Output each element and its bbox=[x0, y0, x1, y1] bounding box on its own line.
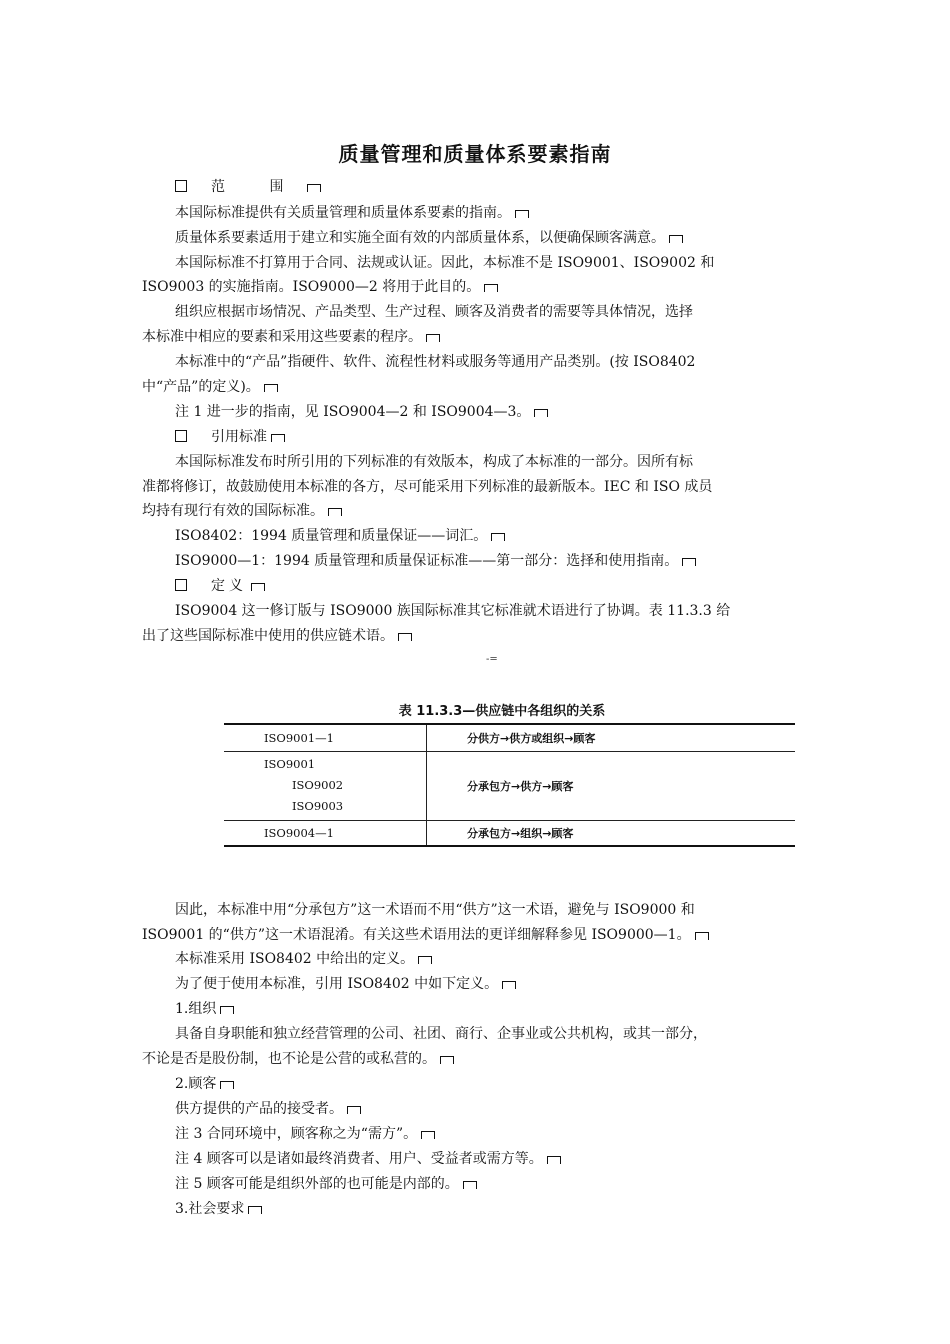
table-row bbox=[224, 751, 795, 820]
document-title: 质量管理和质量体系要素指南 bbox=[338, 142, 612, 166]
paragraph-line: 均持有现行有效的国际标准。 bbox=[142, 499, 822, 523]
table-cell-standard: ISO9001 ISO9002 ISO9003 bbox=[224, 751, 427, 820]
section-heading-references: 引用标准 bbox=[175, 425, 822, 449]
paragraph-line: 本国际标准发布时所引用的下列标准的有效版本，构成了本标准的一部分。因所有标 bbox=[175, 454, 693, 470]
return-mark-icon bbox=[682, 558, 696, 566]
return-mark-icon bbox=[491, 533, 505, 541]
paragraph-line: 本国际标准提供有关质量管理和质量体系要素的指南。 bbox=[175, 201, 822, 225]
checkbox-icon bbox=[175, 180, 187, 192]
table-caption: 表 11.3.3—供应链中各组织的关系 bbox=[398, 704, 606, 719]
stray-mark: -= bbox=[486, 654, 498, 665]
return-mark-icon bbox=[398, 633, 412, 641]
definition-heading: 1.组织 bbox=[175, 997, 822, 1021]
reference-item: ISO8402：1994 质量管理和质量保证——词汇。 bbox=[175, 524, 822, 548]
paragraph-line: 准都将修订，故鼓励使用本标准的各方，尽可能采用下列标准的最新版本。IEC 和 ISO 成员 bbox=[142, 479, 713, 495]
paragraph-line: 供方提供的产品的接受者。 bbox=[175, 1097, 822, 1121]
table-row bbox=[224, 724, 795, 751]
return-mark-icon bbox=[426, 334, 440, 342]
table-cell-standard: ISO9001—1 bbox=[224, 724, 427, 751]
paragraph-line: ISO9001 的“供方”这一术语混淆。有关这些术语用法的更详细解释参见 ISO9000—1。 bbox=[142, 923, 822, 947]
paragraph-line: 质量体系要素适用于建立和实施全面有效的内部质量体系，以便确保顾客满意。 bbox=[175, 226, 822, 250]
return-mark-icon bbox=[418, 956, 432, 964]
paragraph-line: 具备自身职能和独立经营管理的公司、社团、商行、企事业或公共机构，或其一部分， bbox=[175, 1026, 707, 1042]
paragraph-line: 本标准采用 ISO8402 中给出的定义。 bbox=[175, 947, 822, 971]
return-mark-icon bbox=[328, 508, 342, 516]
return-mark-icon bbox=[347, 1106, 361, 1114]
return-mark-icon bbox=[440, 1056, 454, 1064]
note-line: 注 1 进一步的指南，见 ISO9004—2 和 ISO9004—3。 bbox=[175, 400, 822, 424]
note-line: 注 4 顾客可以是诸如最终消费者、用户、受益者或需方等。 bbox=[175, 1147, 822, 1171]
paragraph-line: 出了这些国际标准中使用的供应链术语。 bbox=[142, 624, 822, 648]
return-mark-icon bbox=[484, 284, 498, 292]
definition-heading: 2.顾客 bbox=[175, 1072, 822, 1096]
return-mark-icon bbox=[421, 1131, 435, 1139]
supply-chain-table bbox=[224, 723, 795, 847]
return-mark-icon bbox=[515, 210, 529, 218]
paragraph-line: 本国际标准不打算用于合同、法规或认证。因此，本标准不是 ISO9001、ISO9002 和 bbox=[175, 255, 715, 271]
table-cell-chain: 分承包方→组织→顾客 bbox=[427, 820, 796, 846]
paragraph-line: 本标准中的“产品”指硬件、软件、流程性材料或服务等通用产品类别。(按 ISO8402 bbox=[175, 354, 696, 370]
return-mark-icon bbox=[463, 1181, 477, 1189]
return-mark-icon bbox=[264, 384, 278, 392]
paragraph-line: 因此，本标准中用“分承包方”这一术语而不用“供方”这一术语，避免与 ISO9000 和 bbox=[175, 902, 695, 918]
paragraph-line: 中“产品”的定义)。 bbox=[142, 375, 822, 399]
definition-heading: 3.社会要求 bbox=[175, 1197, 822, 1221]
return-mark-icon bbox=[251, 583, 265, 591]
return-mark-icon bbox=[220, 1006, 234, 1014]
paragraph-line: 本标准中相应的要素和采用这些要素的程序。 bbox=[142, 325, 822, 349]
paragraph-line: ISO9004 这一修订版与 ISO9000 族国际标准其它标准就术语进行了协调。表 11.3.3 给 bbox=[175, 603, 731, 619]
return-mark-icon bbox=[547, 1156, 561, 1164]
reference-item: ISO9000—1：1994 质量管理和质量保证标准——第一部分：选择和使用指南。 bbox=[175, 549, 822, 573]
checkbox-icon bbox=[175, 430, 187, 442]
return-mark-icon bbox=[248, 1206, 262, 1214]
return-mark-icon bbox=[502, 981, 516, 989]
return-mark-icon bbox=[271, 434, 285, 442]
table-cell-chain: 分承包方→供方→顾客 bbox=[427, 751, 796, 820]
return-mark-icon bbox=[695, 932, 709, 940]
section-heading-scope: 范 围 bbox=[175, 175, 822, 199]
table-cell-standard: ISO9004—1 bbox=[224, 820, 427, 846]
return-mark-icon bbox=[307, 184, 321, 192]
return-mark-icon bbox=[669, 235, 683, 243]
checkbox-icon bbox=[175, 579, 187, 591]
paragraph-line: 为了便于使用本标准，引用 ISO8402 中如下定义。 bbox=[175, 972, 822, 996]
return-mark-icon bbox=[534, 409, 548, 417]
section-heading-definitions: 定义 bbox=[175, 574, 822, 598]
paragraph-line: ISO9003 的实施指南。ISO9000—2 将用于此目的。 bbox=[142, 275, 822, 299]
note-line: 注 5 顾客可能是组织外部的也可能是内部的。 bbox=[175, 1172, 822, 1196]
return-mark-icon bbox=[220, 1081, 234, 1089]
paragraph-line: 不论是否是股份制，也不论是公营的或私营的。 bbox=[142, 1047, 822, 1071]
note-line: 注 3 合同环境中，顾客称之为“需方”。 bbox=[175, 1122, 822, 1146]
paragraph-line: 组织应根据市场情况、产品类型、生产过程、顾客及消费者的需要等具体情况，选择 bbox=[175, 304, 693, 320]
table-cell-chain: 分供方→供方或组织→顾客 bbox=[427, 724, 796, 751]
table-row bbox=[224, 820, 795, 846]
